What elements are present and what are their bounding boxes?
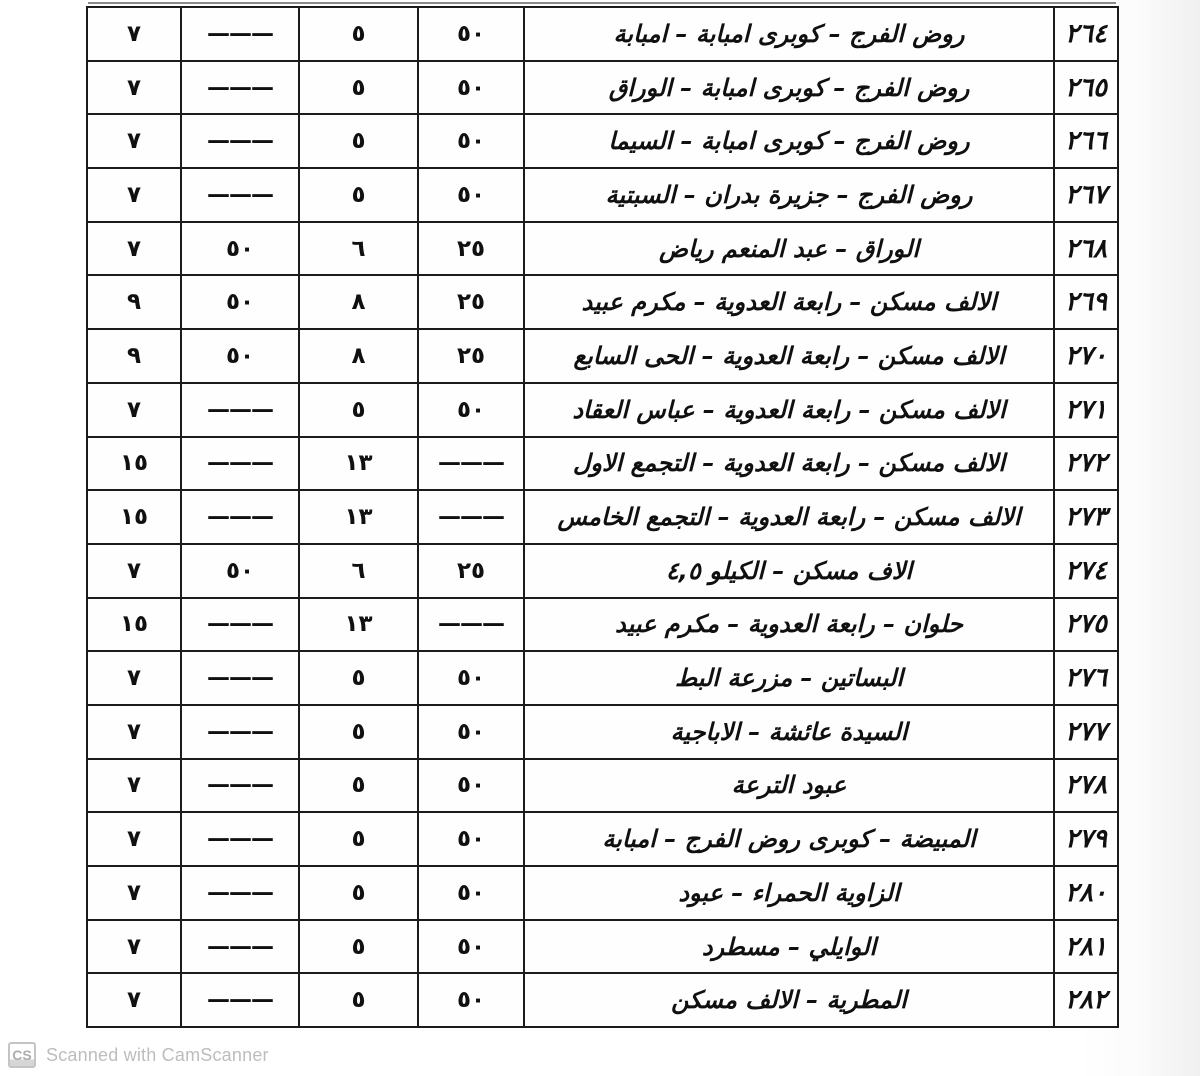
table-row	[87, 812, 1118, 866]
value-cell: ١٣	[299, 490, 418, 544]
route-name-cell: روض الفرج – كوبرى امبابة – امبابة	[524, 7, 1054, 61]
value-cell: ٢٥	[418, 275, 524, 329]
route-number-cell: ٢٦٦	[1054, 114, 1118, 168]
value-cell: ٥	[299, 383, 418, 437]
value-cell: ———	[181, 812, 299, 866]
value-cell: ٩	[87, 329, 181, 383]
table-body	[87, 7, 1118, 1027]
value-cell: ٧	[87, 759, 181, 813]
value-cell: ———	[181, 168, 299, 222]
table-row	[87, 973, 1118, 1027]
value-cell: ٨	[299, 275, 418, 329]
value-cell: ٥	[299, 114, 418, 168]
value-cell: ———	[181, 651, 299, 705]
value-cell: ٥٠	[181, 329, 299, 383]
value-cell: ٨	[299, 329, 418, 383]
value-cell: ٧	[87, 812, 181, 866]
route-name-cell: الوايلي – مسطرد	[524, 920, 1054, 974]
route-number-cell: ٢٦٩	[1054, 275, 1118, 329]
camscanner-watermark	[8, 1042, 269, 1068]
value-cell: ———	[181, 383, 299, 437]
cropped-row-border	[88, 2, 1116, 4]
value-cell: ٧	[87, 114, 181, 168]
table-row	[87, 705, 1118, 759]
value-cell: ٥	[299, 651, 418, 705]
value-cell: ٧	[87, 61, 181, 115]
route-number-cell: ٢٦٥	[1054, 61, 1118, 115]
camscanner-logo-icon: CS	[8, 1042, 36, 1068]
value-cell: ١٥	[87, 598, 181, 652]
value-cell: ٥٠	[418, 168, 524, 222]
value-cell: ٥	[299, 61, 418, 115]
route-number-cell: ٢٨١	[1054, 920, 1118, 974]
route-name-cell: البساتين – مزرعة البط	[524, 651, 1054, 705]
value-cell: ١٥	[87, 490, 181, 544]
route-name-cell: الاف مسكن – الكيلو ٤,٥	[524, 544, 1054, 598]
route-number-cell: ٢٧٤	[1054, 544, 1118, 598]
route-number-cell: ٢٧٩	[1054, 812, 1118, 866]
value-cell: ٥٠	[181, 544, 299, 598]
value-cell: ———	[418, 437, 524, 491]
value-cell: ٥٠	[418, 920, 524, 974]
value-cell: ٥	[299, 705, 418, 759]
value-cell: ———	[418, 490, 524, 544]
value-cell: ٥٠	[418, 973, 524, 1027]
bus-routes-table	[86, 6, 1119, 1028]
value-cell: ———	[418, 598, 524, 652]
table-row	[87, 866, 1118, 920]
value-cell: ٢٥	[418, 329, 524, 383]
value-cell: ٥	[299, 973, 418, 1027]
route-name-cell: الالف مسكن – رابعة العدوية – التجمع الخامس	[524, 490, 1054, 544]
value-cell: ٥٠	[181, 222, 299, 276]
value-cell: ٧	[87, 544, 181, 598]
value-cell: ٥	[299, 7, 418, 61]
table-row	[87, 275, 1118, 329]
route-name-cell: الالف مسكن – رابعة العدوية – مكرم عبيد	[524, 275, 1054, 329]
value-cell: ١٣	[299, 437, 418, 491]
route-name-cell: روض الفرج – كوبرى امبابة – السيما	[524, 114, 1054, 168]
value-cell: ٥	[299, 812, 418, 866]
value-cell: ———	[181, 114, 299, 168]
table-row	[87, 920, 1118, 974]
value-cell: ٥٠	[418, 866, 524, 920]
route-name-cell: الالف مسكن – رابعة العدوية – عباس العقاد	[524, 383, 1054, 437]
route-name-cell: المبيضة – كوبرى روض الفرج – امبابة	[524, 812, 1054, 866]
value-cell: ٥	[299, 759, 418, 813]
table-row	[87, 329, 1118, 383]
route-number-cell: ٢٧٣	[1054, 490, 1118, 544]
value-cell: ١٥	[87, 437, 181, 491]
route-name-cell: حلوان – رابعة العدوية – مكرم عبيد	[524, 598, 1054, 652]
value-cell: ٧	[87, 222, 181, 276]
value-cell: ———	[181, 920, 299, 974]
value-cell: ٧	[87, 866, 181, 920]
route-number-cell: ٢٧١	[1054, 383, 1118, 437]
route-number-cell: ٢٧٨	[1054, 759, 1118, 813]
value-cell: ———	[181, 490, 299, 544]
value-cell: ٧	[87, 973, 181, 1027]
table-row	[87, 222, 1118, 276]
table-row	[87, 383, 1118, 437]
table-row	[87, 168, 1118, 222]
value-cell: ٥٠	[418, 812, 524, 866]
value-cell: ٥٠	[418, 7, 524, 61]
value-cell: ———	[181, 437, 299, 491]
table-row	[87, 598, 1118, 652]
table-row	[87, 61, 1118, 115]
value-cell: ٥٠	[418, 759, 524, 813]
route-name-cell: المطرية – الالف مسكن	[524, 973, 1054, 1027]
route-number-cell: ٢٦٤	[1054, 7, 1118, 61]
route-number-cell: ٢٧٢	[1054, 437, 1118, 491]
route-name-cell: الوراق – عبد المنعم رياض	[524, 222, 1054, 276]
value-cell: ٥٠	[418, 114, 524, 168]
route-name-cell: الالف مسكن – رابعة العدوية – التجمع الاول	[524, 437, 1054, 491]
route-name-cell: عبود الترعة	[524, 759, 1054, 813]
route-number-cell: ٢٧٦	[1054, 651, 1118, 705]
value-cell: ٥	[299, 866, 418, 920]
value-cell: ٥	[299, 920, 418, 974]
route-name-cell: السيدة عائشة – الاباجية	[524, 705, 1054, 759]
value-cell: ٧	[87, 651, 181, 705]
route-number-cell: ٢٦٨	[1054, 222, 1118, 276]
value-cell: ٧	[87, 705, 181, 759]
table-row	[87, 544, 1118, 598]
value-cell: ———	[181, 705, 299, 759]
table-row	[87, 651, 1118, 705]
route-number-cell: ٢٨٢	[1054, 973, 1118, 1027]
value-cell: ———	[181, 7, 299, 61]
value-cell: ٢٥	[418, 222, 524, 276]
route-name-cell: الالف مسكن – رابعة العدوية – الحى السابع	[524, 329, 1054, 383]
value-cell: ٧	[87, 383, 181, 437]
value-cell: ٧	[87, 168, 181, 222]
route-number-cell: ٢٦٧	[1054, 168, 1118, 222]
value-cell: ٥٠	[181, 275, 299, 329]
value-cell: ١٣	[299, 598, 418, 652]
route-name-cell: الزاوية الحمراء – عبود	[524, 866, 1054, 920]
route-number-cell: ٢٧٥	[1054, 598, 1118, 652]
value-cell: ٥	[299, 168, 418, 222]
value-cell: ٥٠	[418, 705, 524, 759]
table-row	[87, 759, 1118, 813]
value-cell: ٢٥	[418, 544, 524, 598]
value-cell: ———	[181, 598, 299, 652]
route-name-cell: روض الفرج – جزيرة بدران – السبتية	[524, 168, 1054, 222]
route-number-cell: ٢٧٧	[1054, 705, 1118, 759]
value-cell: ٥٠	[418, 383, 524, 437]
value-cell: ———	[181, 973, 299, 1027]
value-cell: ٥٠	[418, 61, 524, 115]
table-row	[87, 437, 1118, 491]
value-cell: ٥٠	[418, 651, 524, 705]
value-cell: ٧	[87, 7, 181, 61]
table-row	[87, 490, 1118, 544]
value-cell: ———	[181, 866, 299, 920]
value-cell: ———	[181, 61, 299, 115]
table-row	[87, 114, 1118, 168]
value-cell: ٦	[299, 544, 418, 598]
value-cell: ٧	[87, 920, 181, 974]
value-cell: ٦	[299, 222, 418, 276]
table-row	[87, 7, 1118, 61]
route-number-cell: ٢٧٠	[1054, 329, 1118, 383]
value-cell: ———	[181, 759, 299, 813]
route-number-cell: ٢٨٠	[1054, 866, 1118, 920]
value-cell: ٩	[87, 275, 181, 329]
route-name-cell: روض الفرج – كوبرى امبابة – الوراق	[524, 61, 1054, 115]
camscanner-watermark-text: Scanned with CamScanner	[46, 1044, 269, 1065]
